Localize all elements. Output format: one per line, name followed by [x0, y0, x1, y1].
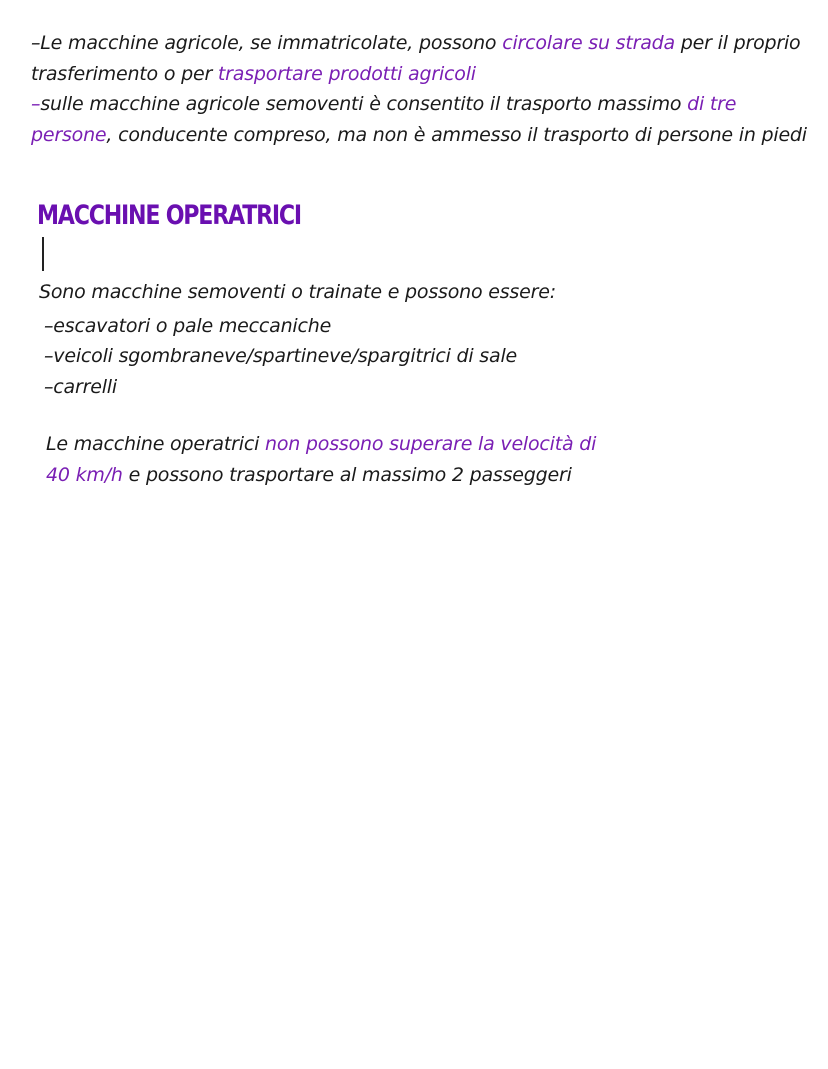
note-line-2	[46, 460, 572, 490]
text-cursor	[42, 237, 44, 271]
highlight-text: trasportare prodotti agricoli	[217, 63, 476, 85]
dash: –	[31, 93, 41, 115]
list-item: –carrelli	[44, 376, 117, 398]
list-item: –escavatori o pale meccaniche	[44, 315, 332, 337]
highlight-text: 40 km/h	[46, 464, 123, 486]
text: per il proprio	[674, 32, 801, 54]
section-intro: Sono macchine semoventi o trainate e possono essere:	[39, 281, 556, 303]
intro-line-2	[31, 59, 476, 89]
highlight-text: persone	[31, 124, 107, 146]
text: sulle macchine agricole semoventi è consentito il trasporto massimo	[40, 93, 688, 115]
text: –Le macchine agricole, se immatricolate, possono	[31, 32, 503, 54]
text: trasferimento o per	[31, 63, 218, 85]
highlight-text: di tre	[687, 93, 737, 115]
text: , conducente compreso, ma non è ammesso il trasporto di persone in piedi	[106, 124, 807, 146]
text: Le macchine operatrici	[46, 433, 265, 455]
intro-line-3	[31, 89, 736, 119]
highlight-text: non possono superare la velocità di	[264, 433, 597, 455]
intro-line-4	[31, 120, 807, 150]
list-item: –veicoli sgombraneve/spartineve/spargitrici di sale	[44, 345, 518, 367]
section-title: MACCHINE OPERATRICI	[37, 200, 301, 231]
text: e possono trasportare al massimo 2 passeggeri	[122, 464, 572, 486]
note-line-1	[46, 429, 596, 459]
highlight-text: circolare su strada	[502, 32, 675, 54]
intro-line-1	[31, 28, 800, 58]
